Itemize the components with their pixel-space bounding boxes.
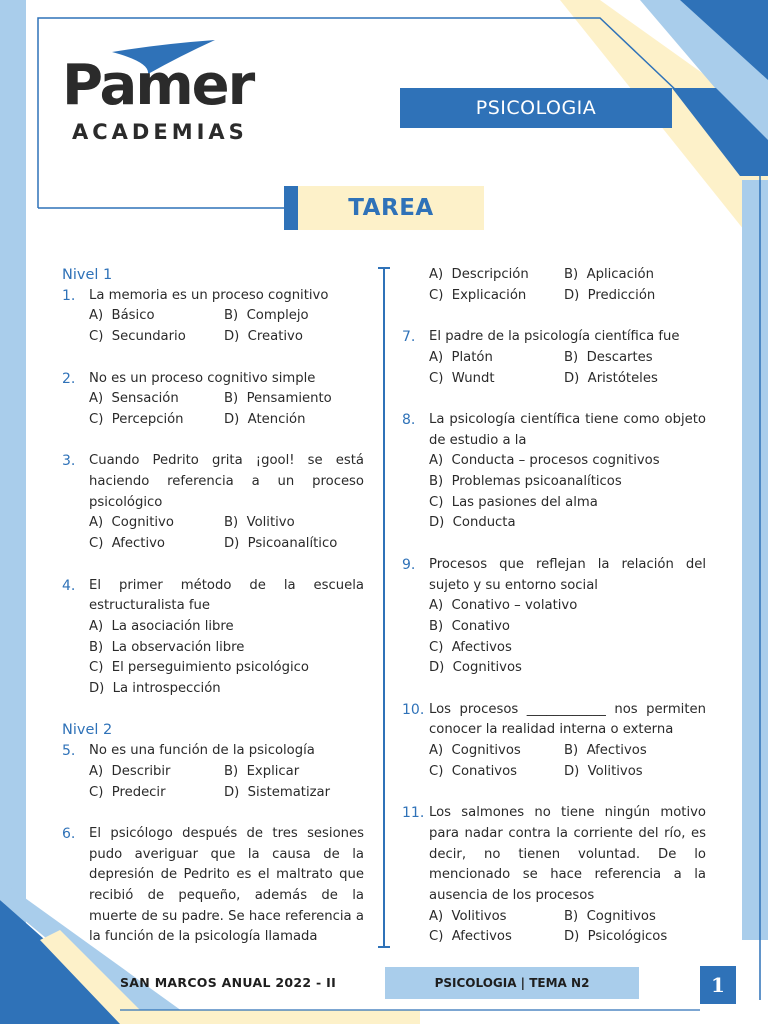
option-b: B) Complejo (224, 308, 309, 324)
option-d: D) Atención (224, 411, 306, 427)
question-text: No es una función de la psicología (89, 743, 315, 759)
footer-course: SAN MARCOS ANUAL 2022 - II (120, 975, 337, 990)
option-a: A) La asociación libre (89, 618, 234, 634)
option-d: D) Sistematizar (224, 784, 331, 800)
option-c: C) El perseguimiento psicológico (89, 660, 309, 676)
option-a: A) Conducta – procesos cognitivos (429, 453, 660, 469)
footer-topic: PSICOLOGIA | TEMA N2 (434, 976, 590, 990)
question-number: 10. (402, 701, 425, 718)
option-b: B) La observación libre (89, 639, 245, 655)
question-2 (62, 369, 364, 431)
question-number: 7. (402, 329, 416, 346)
question-text: La psicología científica tiene como objeto de estudio a la (429, 411, 706, 448)
option-b: B) Pensamiento (224, 391, 332, 407)
question-number: 3. (62, 453, 76, 470)
question-number: 5. (62, 743, 76, 760)
question-8 (402, 410, 706, 534)
question-4 (62, 576, 364, 700)
question-1 (62, 286, 364, 348)
option-b: B) Descartes (564, 349, 653, 365)
option-c: C) Las pasiones del alma (429, 494, 598, 510)
option-c: C) Afectivos (429, 639, 512, 655)
brand-logo-subtitle: ACADEMIAS (72, 120, 248, 144)
option-c: C) Percepción (89, 411, 184, 427)
option-a: A) Describir (89, 763, 171, 779)
option-d: D) Conducta (429, 515, 516, 531)
column-divider-cap-bottom (378, 946, 390, 948)
right-column (402, 265, 706, 948)
level-heading-2: Nivel 2 (62, 722, 113, 739)
option-a: A) Cognitivos (429, 743, 521, 759)
option-d: D) Aristóteles (564, 370, 658, 386)
option-c: C) Afectivos (429, 929, 512, 945)
question-text: Los procesos ____________ nos permiten conocer la realidad interna o externa (429, 701, 706, 738)
option-d: D) Creativo (224, 329, 303, 345)
option-b: B) Conativo (429, 618, 510, 634)
option-d: D) Psicoanalítico (224, 536, 338, 552)
option-d: D) Volitivos (564, 763, 643, 779)
option-b: B) Problemas psicoanalíticos (429, 474, 622, 489)
question-number: 11. (402, 805, 425, 822)
option-d: D) La introspección (89, 681, 221, 697)
option-b: B) Volitivo (224, 515, 295, 531)
question-6 (62, 824, 364, 948)
question-text: Procesos que reflejan la relación del sujeto y su entorno social (429, 556, 706, 593)
option-a: A) Conativo – volativo (429, 598, 578, 614)
question-text: El psicólogo después de tres sesiones pudo averiguar que la causa de la depresión de Pedrito es el maltrato que recibió de pequeño, además de la muerte de su padre. Se hace referencia a la función de la psicología llamada (89, 825, 364, 945)
question-number: 9. (402, 556, 416, 573)
page-number: 1 (711, 973, 725, 997)
question-3 (62, 451, 364, 555)
option-a: A) Básico (89, 308, 155, 324)
option-c: C) Predecir (89, 784, 166, 800)
option-b: B) Explicar (224, 763, 300, 779)
option-a: A) Cognitivo (89, 515, 174, 531)
tarea-title: TAREA (348, 195, 434, 221)
question-5 (62, 741, 364, 803)
question-9 (402, 555, 706, 679)
option-c: C) Afectivo (89, 536, 166, 552)
question-6-options (429, 265, 706, 306)
option-b: B) Afectivos (564, 743, 647, 759)
question-text: Cuando Pedrito grita ¡gool! se está haciendo referencia a un proceso psicológico (89, 453, 364, 510)
question-text: El primer método de la escuela estructuralista fue (89, 577, 364, 614)
question-number: 1. (62, 287, 76, 304)
question-text: La memoria es un proceso cognitivo (89, 287, 329, 303)
option-a: A) Platón (429, 349, 493, 365)
brand-logo-name: Pamer (62, 53, 254, 118)
option-d: D) Predicción (564, 287, 656, 303)
question-number: 6. (62, 825, 76, 842)
question-number: 2. (62, 370, 76, 387)
option-a: A) Volitivos (429, 908, 507, 924)
question-text: Los salmones no tiene ningún motivo para nadar contra la corriente del río, es decir, no tienen voluntad. De lo mencionado se hace referencia a la ausencia de los procesos (429, 805, 706, 904)
question-text: No es un proceso cognitivo simple (89, 370, 316, 386)
option-d: D) Cognitivos (429, 660, 522, 676)
option-c: C) Conativos (429, 763, 518, 779)
subject-title: PSICOLOGIA (475, 97, 597, 119)
question-text: El padre de la psicología científica fue (429, 329, 680, 345)
level-heading-1: Nivel 1 (62, 267, 113, 283)
option-c: C) Explicación (429, 287, 527, 303)
question-10 (402, 700, 706, 783)
option-b: B) Cognitivos (564, 908, 656, 924)
left-column (62, 265, 364, 948)
question-11 (402, 803, 706, 948)
option-d: D) Psicológicos (564, 929, 668, 945)
question-number: 8. (402, 411, 416, 428)
option-c: C) Wundt (429, 370, 495, 386)
question-number: 4. (62, 577, 76, 594)
option-a: A) Sensación (89, 391, 179, 407)
tarea-accent-bar (284, 186, 298, 230)
option-a: A) Descripción (429, 267, 529, 282)
option-b: B) Aplicación (564, 267, 654, 282)
question-7 (402, 327, 706, 389)
option-c: C) Secundario (89, 329, 186, 345)
column-divider (383, 268, 385, 948)
